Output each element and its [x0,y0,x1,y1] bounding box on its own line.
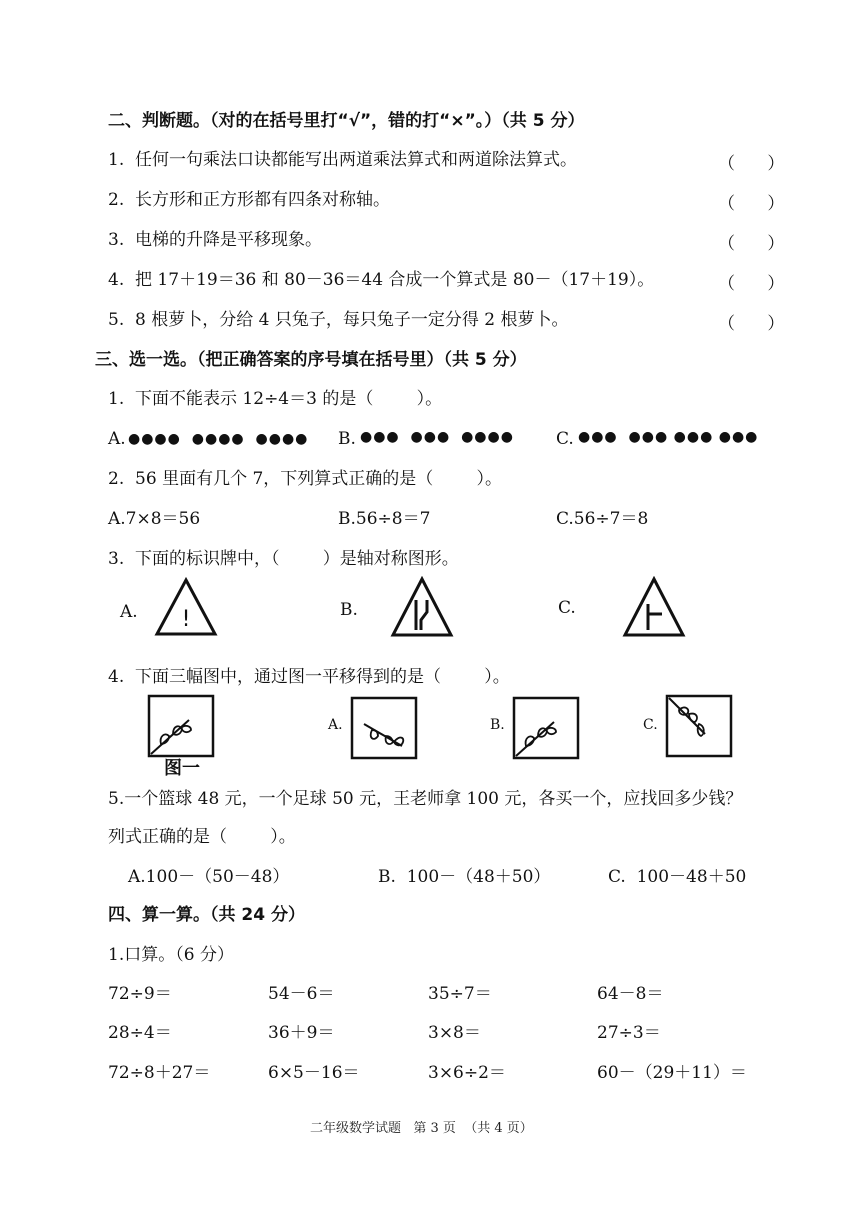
warning-sign-mark: ! [181,607,191,632]
road-narrows-sign-icon [390,576,454,638]
leaf-figure-option-a [350,696,418,760]
q1-option-b-label[interactable]: B. [338,429,356,449]
calc-r3-c1: 72÷8＋27＝ [108,1063,211,1083]
q5-option-b[interactable]: B. 100－（48＋50） [378,867,551,887]
calc-r3-c4: 60－（29＋11）＝ [597,1063,747,1083]
calc-r2-c4: 27÷3＝ [597,1023,661,1043]
calc-r2-c2: 36＋9＝ [268,1023,335,1043]
answer-blank-1[interactable]: （ ） [718,154,785,174]
q4-option-a-label[interactable]: A. [328,717,343,733]
judgement-item-5: 5. 8 根萝卜，分给 4 只兔子，每只兔子一定分得 2 根萝卜。 [108,310,569,330]
figure-one-label: 图一 [164,758,200,779]
answer-blank-4[interactable]: （ ） [718,274,785,294]
q3-option-a-label[interactable]: A. [120,602,138,622]
section-4-title: 四、算一算。（共 24 分） [108,905,305,925]
answer-blank-3[interactable]: （ ） [718,234,785,254]
calc-r1-c4: 64－8＝ [597,984,664,1004]
leaf-figure-option-b [512,696,580,760]
calc-r1-c3: 35÷7＝ [428,984,492,1004]
question-5-stem: 5.一个篮球 48 元，一个足球 50 元，王老师拿 100 元，各买一个，应找回多少钱？ [108,789,743,809]
answer-blank-5[interactable]: （ ） [718,314,785,334]
calc-r1-c2: 54－6＝ [268,984,335,1004]
q2-option-a[interactable]: A.7×8＝56 [108,509,201,529]
q2-option-c[interactable]: C.56÷7＝8 [556,509,649,529]
oral-calc-subtitle: 1.口算。（6 分） [108,945,234,965]
q1-option-c-label[interactable]: C. [556,429,574,449]
question-5-stem-continued: 列式正确的是（ ）。 [108,827,296,847]
q3-option-b-label[interactable]: B. [340,600,358,620]
q3-option-c-label[interactable]: C. [558,598,576,618]
q1-option-a-dots: ●●●● ●●●● ●●●● [128,431,309,447]
leaf-figure-original [147,694,215,758]
leaf-figure-option-c [665,694,733,758]
q2-option-b[interactable]: B.56÷8＝7 [338,509,431,529]
calc-r2-c3: 3×8＝ [428,1023,481,1043]
judgement-item-2: 2. 长方形和正方形都有四条对称轴。 [108,190,391,210]
calc-r2-c1: 28÷4＝ [108,1023,172,1043]
q5-option-c[interactable]: C. 100－48＋50 [608,867,747,887]
calc-r3-c3: 3×6÷2＝ [428,1063,506,1083]
t-junction-sign-icon [622,576,686,638]
question-3-stem: 3. 下面的标识牌中，（ ）是轴对称图形。 [108,549,459,569]
answer-blank-2[interactable]: （ ） [718,194,785,214]
calc-r3-c2: 6×5－16＝ [268,1063,360,1083]
q1-option-c-dots: ●●● ●●● ●●● ●●● [578,429,759,445]
judgement-item-3: 3. 电梯的升降是平移现象。 [108,230,323,250]
q1-option-b-dots: ●●● ●●● ●●●● [360,429,514,445]
calc-r1-c1: 72÷9＝ [108,984,172,1004]
q5-option-a[interactable]: A.100－（50－48） [128,867,290,887]
question-1-stem: 1. 下面不能表示 12÷4＝3 的是（ ）。 [108,389,443,409]
section-3-title: 三、选一选。（把正确答案的序号填在括号里）（共 5 分） [95,350,527,370]
judgement-item-1: 1. 任何一句乘法口诀都能写出两道乘法算式和两道除法算式。 [108,150,578,170]
section-2-title: 二、判断题。（对的在括号里打“√”，错的打“×”。）（共 5 分） [108,111,585,131]
judgement-item-4: 4. 把 17＋19＝36 和 80－36＝44 合成一个算式是 80－（17＋19）。 [108,270,655,290]
question-4-stem: 4. 下面三幅图中，通过图一平移得到的是（ ）。 [108,667,510,687]
question-2-stem: 2. 56 里面有几个 7，下列算式正确的是（ ）。 [108,469,503,489]
page-footer: 二年级数学试题 第 3 页 （共 4 页） [310,1121,533,1136]
q4-option-c-label[interactable]: C. [643,717,658,733]
q1-option-a-label[interactable]: A. [108,429,126,449]
q4-option-b-label[interactable]: B. [490,717,505,733]
warning-sign-icon [153,576,219,638]
